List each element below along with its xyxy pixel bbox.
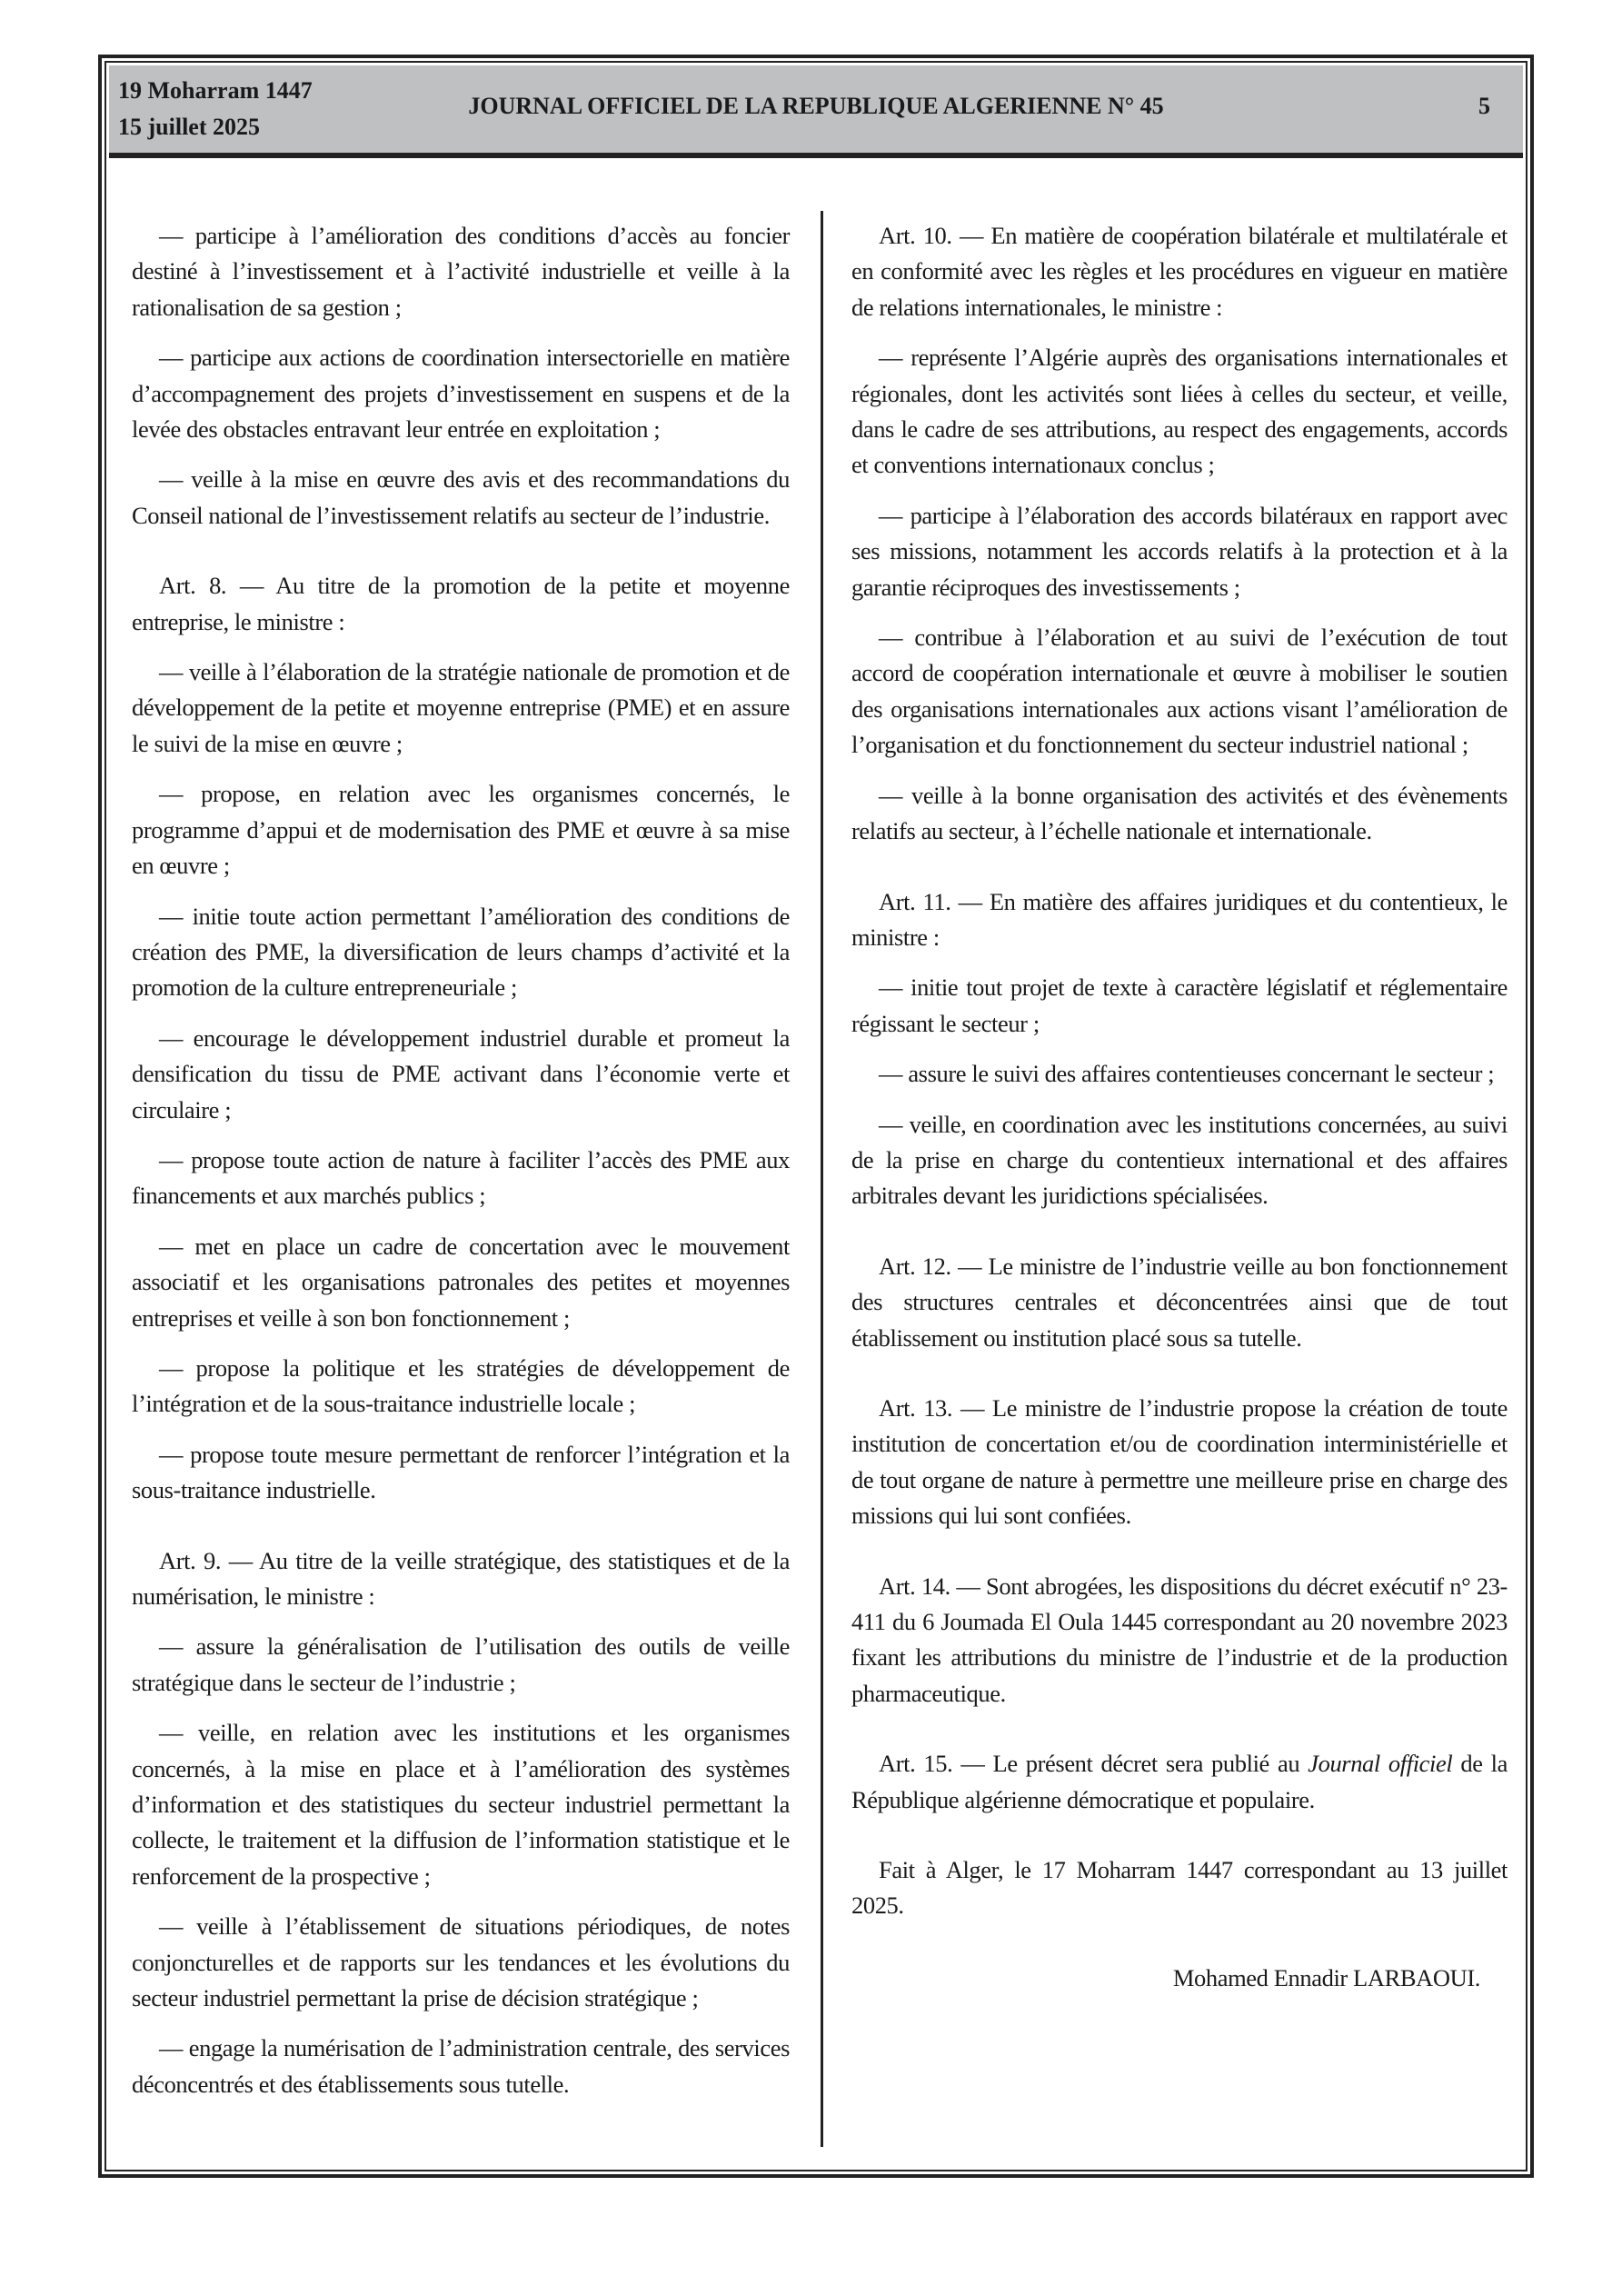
journal-officiel-italic: Journal officiel	[1308, 1750, 1453, 1778]
paragraph: — met en place un cadre de concertation avec le mouvement associatif et les organisations patronales des petites et moyennes entreprises et veille à son bon fonctionnement ;	[132, 1232, 790, 1332]
paragraph: — propose toute action de nature à faciliter l’accès des PME aux financements et aux marchés publics ;	[132, 1145, 790, 1210]
article-15-text: Art. 15. — Le présent décret sera publié au	[879, 1750, 1309, 1778]
article-15	[851, 1746, 1508, 1818]
paragraph: — veille à la mise en œuvre des avis et des recommandations du Conseil national de l’investissement relatifs au secteur de l’industrie.	[132, 465, 790, 529]
page-number: 5	[1478, 93, 1490, 119]
article-8-heading: Art. 8. — Au titre de la promotion de la petite et moyenne entreprise, le ministre :	[132, 572, 790, 635]
paragraph: — propose la politique et les stratégies de développement de l’intégration et de la sous-traitance industrielle locale ;	[132, 1353, 790, 1418]
article-14: Art. 14. — Sont abrogées, les dispositions du décret exécutif n° 23-411 du 6 Joumada El Oula 1445 correspondant au 20 novembre 2023 fixant les attributions du ministre de l’industrie et de la production pharmaceutique.	[851, 1572, 1508, 1707]
paragraph: — assure le suivi des affaires contentieuses concernant le secteur ;	[879, 1060, 1495, 1088]
paragraph: — veille, en coordination avec les institutions concernées, au suivi de la prise en charge du contentieux international et des affaires arbitrales devant les juridictions spécialisées.	[851, 1110, 1508, 1210]
paragraph: — initie tout projet de texte à caractère législatif et réglementaire régissant le secteur ;	[851, 973, 1508, 1037]
paragraph: — veille, en relation avec les institutions et les organismes concernés, à la mise en place et à l’amélioration des systèmes d’information et des statistiques du secteur industriel permettant la collecte, le traitement et la diffusion de l’information statistique et le renforcement de la prospective ;	[132, 1719, 790, 1890]
paragraph: — veille à l’élaboration de la stratégie nationale de promotion et de développement de la petite et moyenne entreprise (PME) et en assure le suivi de la mise en œuvre ;	[132, 658, 790, 757]
paragraph: — participe à l’élaboration des accords bilatéraux en rapport avec ses missions, notamment les accords relatifs à la protection et à la garantie réciproques des investissements ;	[851, 501, 1508, 601]
article-12: Art. 12. — Le ministre de l’industrie veille au bon fonctionnement des structures centrales et déconcentrées ainsi que de tout établissement ou institution placé sous sa tutelle.	[851, 1252, 1508, 1352]
column-divider	[821, 211, 823, 2147]
paragraph: — contribue à l’élaboration et au suivi de l’exécution de tout accord de coopération internationale et œuvre à mobiliser le soutien des organisations internationales aux actions visant l’amélioration de l’organisation et du fonctionnement du secteur industriel national ;	[851, 624, 1508, 759]
paragraph: — engage la numérisation de l’administration centrale, des services déconcentrés et des établissements sous tutelle.	[132, 2034, 790, 2098]
paragraph: — veille à la bonne organisation des activités et des évènements relatifs au secteur, à l’échelle nationale et internationale.	[851, 781, 1508, 845]
article-15-text-end: de la République algérienne démocratique et populaire.	[851, 1750, 1508, 1813]
paragraph: — propose toute mesure permettant de renforcer l’intégration et la sous-traitance industrielle.	[132, 1440, 790, 1504]
article-9-heading: Art. 9. — Au titre de la veille stratégique, des statistiques et de la numérisation, le ministre :	[132, 1546, 790, 1610]
paragraph: — propose, en relation avec les organismes concernés, le programme d’appui et de modernisation des PME et œuvre à sa mise en œuvre ;	[132, 780, 790, 880]
paragraph: — encourage le développement industriel durable et promeut la densification du tissu de PME activant dans l’économie verte et circulaire ;	[132, 1023, 790, 1123]
signatory-name: Mohamed Ennadir LARBAOUI.	[1172, 1963, 1480, 1992]
left-column	[132, 218, 790, 2117]
paragraph: — participe aux actions de coordination intersectorielle en matière d’accompagnement des projets d’investissement en suspens et de la levée des obstacles entravant leur entrée en exploitation ;	[132, 344, 790, 444]
journal-header	[109, 65, 1523, 158]
right-column	[851, 218, 1508, 2011]
article-11-heading: Art. 11. — En matière des affaires juridiques et du contentieux, le ministre :	[851, 887, 1508, 951]
paragraph: — représente l’Algérie auprès des organisations internationales et régionales, dont les activités sont liées à celles du secteur, et veille, dans le cadre de ses attributions, au respect des engagements, accords et conventions internationaux conclus ;	[851, 344, 1508, 479]
date-hijri: 19 Moharram 1447	[118, 77, 313, 104]
article-13: Art. 13. — Le ministre de l’industrie propose la création de toute institution de concertation et/ou de coordination interministérielle et de tout organe de nature à permettre une meilleure prise en charge des missions qui lui sont confiées.	[851, 1393, 1508, 1530]
date-gregorian: 15 juillet 2025	[118, 114, 260, 140]
signature-place-date: Fait à Alger, le 17 Moharram 1447 correspondant au 13 juillet 2025.	[851, 1856, 1508, 1920]
paragraph: — assure la généralisation de l’utilisation des outils de veille stratégique dans le secteur de l’industrie ;	[132, 1632, 790, 1696]
paragraph: — veille à l’établissement de situations périodiques, de notes conjoncturelles et de rapports sur les tendances et les évolutions du secteur industriel permettant la prise de décision stratégique ;	[132, 1912, 790, 2012]
paragraph: — initie toute action permettant l’amélioration des conditions de création des PME, la diversification de leurs champs d’activité et la promotion de la culture entrepreneuriale ;	[132, 902, 790, 1002]
article-10-heading: Art. 10. — En matière de coopération bilatérale et multilatérale et en conformité avec les règles et les procédures en vigueur en matière de relations internationales, le ministre :	[851, 222, 1508, 321]
journal-title: JOURNAL OFFICIEL DE LA REPUBLIQUE ALGERIENNE N° 45	[468, 93, 1164, 119]
page-frame	[98, 55, 1534, 2178]
paragraph: — participe à l’amélioration des conditions d’accès au foncier destiné à l’investissement et à l’activité industrielle et veille à la rationalisation de sa gestion ;	[132, 222, 790, 321]
